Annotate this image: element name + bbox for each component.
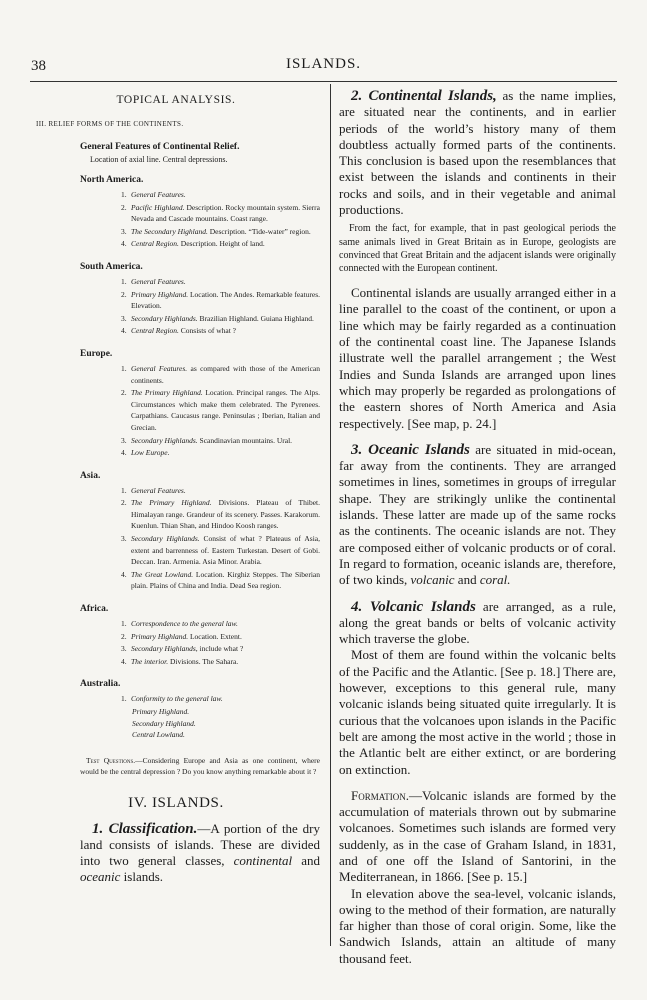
region-name: Europe. [80, 348, 113, 359]
region-name: Africa. [80, 604, 109, 615]
continental-islands-note: From the fact, for example, that in past geological periods the same animals lived in Great Britain as in Europe, geologists are convinced that Great Britain and the adjacent islands were originally connected with the European continent. [339, 223, 616, 274]
test-questions: Test Questions.—Considering Europe and Asia as one continent, where would be the central depression ? Do you know anything remarkable about it ? [80, 755, 320, 776]
continental-arrangement-paragraph: Continental islands are usually arranged either in a line parallel to the coast of the continent, or upon a line which may be fairly regarded as a continuation of the continental coast line. The Japanese Islands illustrate well the parallel arrangement ; the West Indies and Sunda Islands are arranged upon lines which may properly be regarded as prolongations of the eastern shores of North America and Asia respectively. [See map, p. 24.] [339, 285, 616, 431]
classification-paragraph: 1. Classification.—A portion of the dry land consists of islands. These are divided into two general classes, continental and oceanic islands. [80, 820, 320, 884]
volcanic-islands-paragraph: 4. Volcanic Islands are arranged, as a rule, along the great bands or belts of volcanic activity which traverse the globe. [339, 598, 617, 647]
outline-item: 3. Secondary Highlands. Scandinavian mountains. Ural. [121, 435, 293, 445]
oceanic-islands-paragraph: 3. Oceanic Islands are situated in mid-ocean, far away from the continents. They are arranged sometimes in lines, sometimes in groups of irregular shape. They are strikingly unlike the continental islands. These latter are made up of the same rocks as the continents. The oceanic islands are not. They are composed either of volcanic products or of coral. In regard to formation, oceanic islands are, therefore, of two kinds, volcanic and coral. [339, 441, 617, 588]
general-features-heading: General Features of Continental Relief. [80, 142, 240, 152]
running-title: ISLANDS. [285, 56, 362, 72]
outline-item: 4. Low Europe. [121, 448, 170, 458]
column-divider [330, 84, 331, 946]
formation-paragraph: Formation.—Volcanic islands are formed by the accumulation of materials thrown out by submarine volcanoes. Sometimes such islands are formed very suddenly, as in the case of Graham Island, in 1831, and of one off the Island of Santorini, in the Mediterranean, in 1866. [See p. 15.] [339, 787, 616, 885]
outline-item: 3. Secondary Highlands. Brazilian Highland. Guiana Highland. [121, 313, 314, 323]
elevation-paragraph: In elevation above the sea-level, volcanic islands, owing to the method of their formation, are naturally far higher than those of coral origin. Some, like the Sandwich Islands, attain an altitude of many thousand feet. [339, 885, 616, 966]
section-heading: III. RELIEF FORMS OF THE CONTINENTS. [36, 120, 184, 128]
region-block [32, 349, 320, 459]
outline-item: 4. Central Region. Description. Height of land. [121, 239, 265, 249]
outline-subline: Secondary Highland. [132, 718, 196, 728]
volcanic-belts-paragraph: Most of them are found within the volcanic belts of the Pacific and the Atlantic. [See p. 18.] There are, however, exceptions to this general rule, many volcanic islands being situated quite irregularly. It is curious that the volcanoes upon islands in the Pacific belt are among the most active in the world ; those in the Atlantic belt are either extinct, or are bordering on extinction. [339, 647, 616, 777]
outline-item: 1. General Features. as compared with those of the American continents. [121, 363, 320, 385]
islands-heading: IV. ISLANDS. [128, 794, 224, 811]
regions-list [32, 175, 320, 667]
outline-subline: Central Lowland. [132, 730, 185, 740]
region-block [32, 175, 320, 250]
region-name: South America. [80, 261, 143, 272]
outline-item: 3. The Secondary Highland. Description. “Tide-water” region. [121, 226, 311, 236]
outline-item: 4. The interior. Divisions. The Sahara. [121, 656, 239, 666]
outline-item: 4. The Great Lowland. Location. Kirghiz Steppes. The Siberian plain. Plains of China and India. Dead Sea region. [121, 569, 320, 591]
outline-item: 2. Primary Highland. Location. Extent. [121, 631, 242, 641]
outline-item: 1. Correspondence to the general law. [121, 619, 238, 629]
outline-item: 2. The Primary Highland. Divisions. Plateau of Thibet. Himalayan range. Grandeur of its scenery. Passes. Karakorum. Kuenlun. Thian Shan, and Hindoo Koosh ranges. [121, 498, 320, 531]
left-column [32, 90, 320, 885]
outline-item: 3. Secondary Highlands. Consist of what ? Plateaus of Asia, extent and barrenness of. Eastern Turkestan. Desert of Gobi. Deccan. Iran. Armenia. Asia Minor. Arabia. [121, 534, 320, 567]
outline-item: 1. Conformity to the general law. [121, 694, 223, 704]
outline-item: 1. General Features. [121, 276, 186, 286]
region-block [32, 471, 320, 592]
outline-item: 2. Primary Highland. Location. The Andes. Remarkable features. Elevation. [121, 289, 320, 311]
outline-item: 4. Central Region. Consists of what ? [121, 326, 237, 336]
region-name: North America. [80, 175, 144, 185]
region-name: Australia. [80, 679, 121, 690]
outline-item: 1. General Features. [121, 190, 186, 199]
continental-islands-paragraph: 2. Continental Islands, as the name implies, are situated near the continents, and in earlier periods of the world’s history many of them doubtless actually formed parts of the continents. This conclusion is based upon the resemblances that exist between the islands and continents in their rocks and soils, and in their vegetable and animal productions. [339, 88, 616, 218]
region-block [32, 262, 320, 337]
outline-item: 2. The Primary Highland. Location. Principal ranges. The Alps. Circumstances which make them celebrated. The Pyrenees. Carpathians. Caucasus range. Peninsulas ; Iberian, Italian and Grecian. [121, 388, 320, 432]
topical-analysis-title: TOPICAL ANALYSIS. [116, 94, 236, 106]
outline-item: 3. Secondary Highlands, include what ? [121, 644, 244, 654]
page-number: 38 [31, 58, 46, 74]
header-rule [30, 81, 617, 82]
right-column [339, 88, 616, 967]
region-australia [32, 679, 320, 740]
outline-subline: Primary Highland. [132, 707, 190, 716]
region-block [32, 604, 320, 667]
general-features-text: Location of axial line. Central depressions. [90, 155, 228, 164]
region-name: Asia. [80, 470, 101, 481]
outline-item: 2. Pacific Highland. Description. Rocky mountain system. Sierra Nevada and Cascade mountains. Coast range. [121, 202, 320, 224]
outline-item: 1. General Features. [121, 485, 186, 495]
